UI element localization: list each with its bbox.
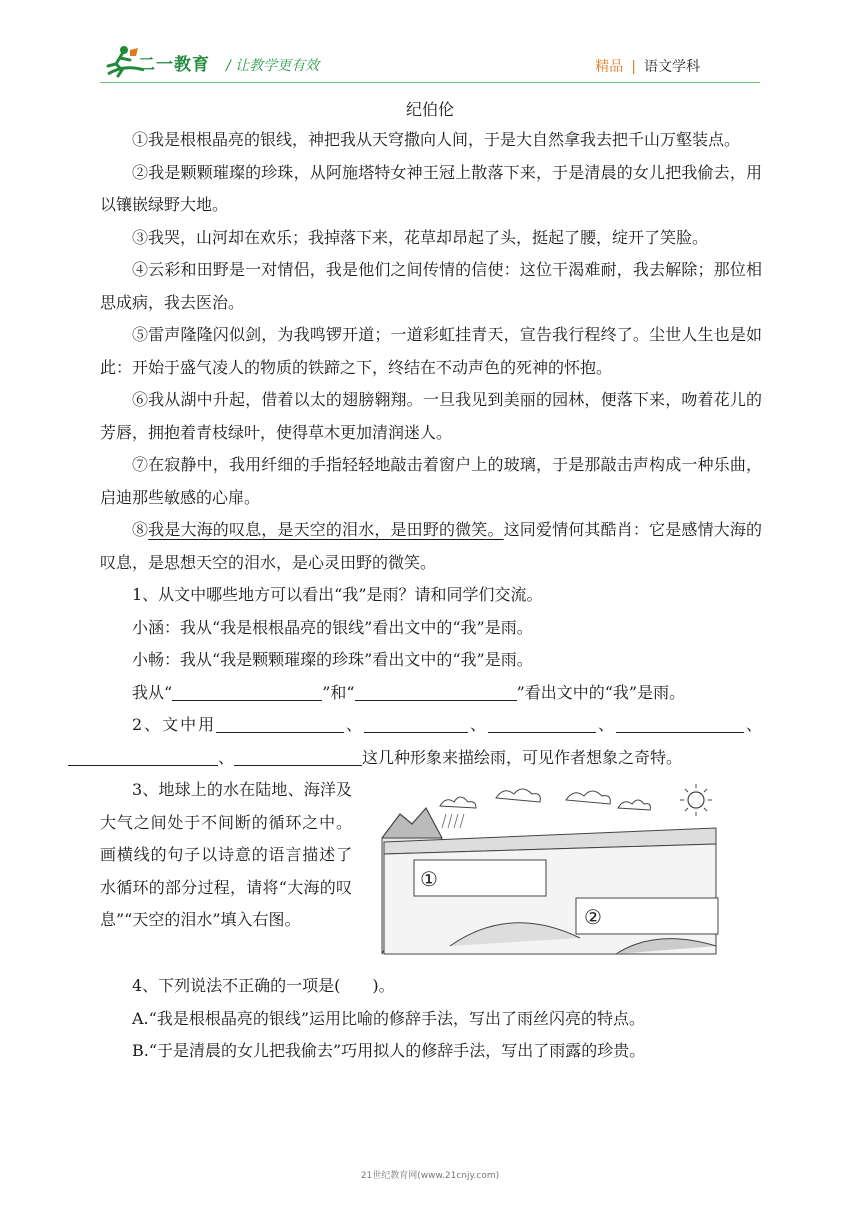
q1-fill-b: ”和“	[322, 682, 355, 702]
slogan: / 让教学更有效	[226, 58, 320, 74]
subject-label: 语文学科	[644, 59, 700, 75]
paragraph-6: ⑥我从湖中升起，借着以太的翅膀翱翔。一旦我见到美丽的园林，便落下来，吻着花儿的芳唇，拥抱着青枝绿叶，使得草木更加清润迷人。	[100, 390, 762, 442]
underlined-sentence: 我是大海的叹息，是天空的泪水，是田野的微笑。	[148, 520, 504, 539]
paragraph-7: ⑦在寂静中，我用纤细的手指轻轻地敲击着窗户上的玻璃，于是那敲击声构成一种乐曲，启迪那些敏感的心扉。	[100, 455, 762, 507]
water-cycle-figure	[380, 778, 720, 958]
article-body	[100, 124, 762, 1068]
page-footer: 21世纪教育网(www.21cnjy.com)	[360, 1171, 500, 1181]
q2-blank-2[interactable]	[364, 712, 468, 733]
subject-tag	[595, 56, 700, 76]
paragraph-4: ④云彩和田野是一对情侣，我是他们之间传情的信使：这位干渴难耐，我去解除；那位相思成病，我去医治。	[100, 260, 762, 312]
page-header	[100, 40, 760, 84]
q2-sep: 、	[743, 715, 762, 734]
question-1: 1、从文中哪些地方可以看出“我”是雨？请和同学们交流。	[132, 585, 543, 604]
q2-blank-1[interactable]	[216, 712, 344, 733]
q2-sep: 、	[468, 715, 489, 734]
figure-label-1: ①	[420, 867, 438, 891]
tag-separator: |	[631, 59, 636, 75]
q2-blank-4[interactable]	[616, 712, 744, 733]
p8-lead: ⑧	[132, 520, 149, 539]
logo-text: 二一教育	[138, 55, 210, 75]
paragraph-8	[100, 514, 762, 579]
q1-blank-1[interactable]	[172, 680, 322, 701]
figure-label-2: ②	[584, 905, 602, 929]
question-2	[100, 709, 762, 774]
q3-text: 3、地球上的水在陆地、海洋及大气之间处于不间断的循环之中。画横线的句子以诗意的语言描述了水循环的部分过程，请将“大海的叹息”“天空的泪水”填入右图。	[100, 780, 352, 929]
paragraph-2: ②我是颗颗璀璨的珍珠，从阿施塔特女神王冠上散落下来，于是清晨的女儿把我偷去，用以镶嵌绿野大地。	[100, 162, 762, 214]
q1-blank-2[interactable]	[355, 680, 517, 701]
q4-option-a: A.“我是根根晶亮的银线”运用比喻的修辞手法，写出了雨丝闪亮的特点。	[132, 1008, 646, 1028]
q2-blank-5[interactable]	[68, 745, 218, 766]
q2-sep: 、	[344, 715, 365, 734]
paragraph-1: ①我是根根晶亮的银线，神把我从天穹撒向人间，于是大自然拿我去把千山万壑装点。	[132, 130, 741, 149]
p8-rest: 这同爱情何其酷肖：它是感情大海的叹息，是思想天空的泪水，是心灵田野的微笑。	[100, 520, 762, 572]
q1-answer-xiaochang: 小畅：我从“我是颗颗璀璨的珍珠”看出文中的“我”是雨。	[132, 650, 533, 669]
q2-sep: 、	[218, 747, 235, 767]
question-3	[100, 774, 762, 970]
question-4: 4、下列说法不正确的一项是( )。	[132, 976, 395, 995]
q1-answer-xiaohan: 小涵：我从“我是根根晶亮的银线”看出文中的“我”是雨。	[132, 617, 533, 637]
article-title: 纪伯伦	[405, 100, 454, 119]
paragraph-5: ⑤雷声隆隆闪似剑，为我鸣锣开道；一道彩虹挂青天，宣告我行程终了。尘世人生也是如此：开始于盛气凌人的物质的铁蹄之下，终结在不动声色的死神的怀抱。	[100, 325, 762, 377]
q2-blank-3[interactable]	[488, 712, 596, 733]
header-divider	[100, 82, 760, 83]
q1-fill-c: ”看出文中的“我”是雨。	[516, 682, 686, 702]
q2-sep: 、	[596, 715, 616, 734]
q2-lead: 2、文中用	[132, 715, 217, 734]
q2-tail: 这几种形象来描绘雨，可见作者想象之奇特。	[362, 747, 683, 767]
q1-fill-a: 我从“	[132, 682, 173, 702]
premium-label: 精品	[595, 59, 624, 75]
q4-option-b: B.“于是清晨的女儿把我偷去”巧用拟人的修辞手法，写出了雨露的珍贵。	[132, 1041, 646, 1060]
paragraph-3: ③我哭，山河却在欢乐；我掉落下来，花草却昂起了头，挺起了腰，绽开了笑脸。	[132, 227, 709, 247]
q1-fill-line	[100, 677, 762, 710]
q2-blank-6[interactable]	[234, 745, 362, 766]
